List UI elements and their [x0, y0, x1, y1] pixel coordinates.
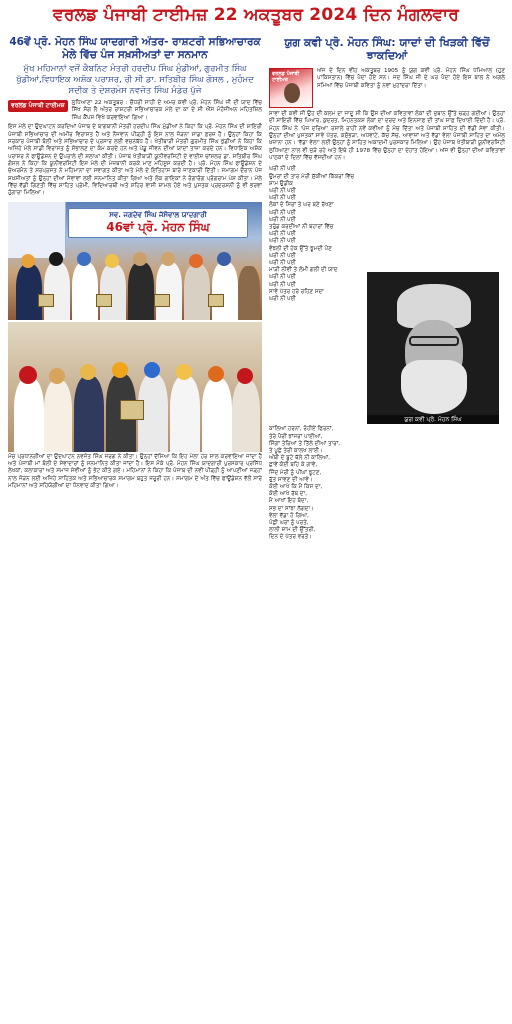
portrait-caption: ਯੁਗ ਕਵੀ ਪ੍ਰੋ. ਮੋਹਨ ਸਿੰਘ: [367, 415, 499, 424]
event-photo-award: [8, 322, 262, 452]
poem-text: ਘਰੀ ਨੀ ਪਈ ਉਮਰਾਂ ਦੀ ਤਾਰ ਮੇਰੀ ਸੁੱਕੀਆਂ ਕਿੱਕਰਾਂ ਵਿੱਚ ਸ਼ਾਮ ਉਡੀਕ ਘਰੀ ਨੀ ਪਈ ਘਰੀ ਨੀ ਪਈ ਲੋਕਾਂ ਦੇ ਸਿਰਾਂ ਤੇ ਘਰ ਬਣੇ ਰੱਖਣਾ ਘਰੀ ਨੀ ਪਈ ਘਰੀ ਨੀ ਪਈ ਤਰੁੰਡ ਕਰਦੀਆਂ ਨੀ ਬਹਾਰਾਂ ਵਿੱਚ ਘਰੀ ਨੀ ਪਈ ਘਰੀ ਨੀ ਪਈ ਵੰਝਲੀ ਦੀ ਹੇਕ ਉੱਤੇ ਝੂਮਦੀ ਪੌਣ ਘਰੀ ਨੀ ਪਈ ਘਰੀ ਨੀ ਪਈ ਮਾੜੀ ਨੀਵੀਂ ਤੇ ਲੰਮੀ ਗਲੀ ਦੀ ਯਾਦ ਘਰੀ ਨੀ ਪਈ ਘਰੀ ਨੀ ਪਈ ਸਾਵੇ ਪੱਤਰ ਹਰੇ ਰਹਿਣ ਸਦਾ ਘਰੀ ਨੀ ਪਈ: [269, 166, 355, 303]
masthead-title: ਵਰਲਡ ਪੰਜਾਬੀ ਟਾਈਮਜ਼ 22 ਅਕਤੂਬਰ 2024 ਦਿਨ ਮੰਗਲਵਾਰ: [53, 5, 459, 25]
event-photo-stage: [8, 202, 262, 320]
event-banner-top: ਸਵ. ਜਗਦੇਵ ਸਿੰਘ ਜੱਸੋਵਾਲ ਯਾਦਗਾਰੀ: [109, 211, 207, 220]
right-headline: ਯੁਗ ਕਵੀ ਪ੍ਰੋ. ਮੋਹਨ ਸਿੰਘ: ਯਾਦਾਂ ਦੀ ਖਿੜਕੀ ਵਿੱਚੋਂ ਝਾਕਦਿਆਂ: [284, 36, 490, 62]
left-lead: ਲੁਧਿਆਣਾ 22 ਅਕਤੂਬਰ : ਚੌਧਰੀ ਸਾਹੀ ਦੇ ਅਮਰ ਕਵੀ ਪ੍ਰੋ. ਮੋਹਨ ਸਿੰਘ ਜੀ ਦੀ ਯਾਦ ਵਿੱਚ ਸਿੱਖ ਸੰਗ ਲੈ ਅੰਤਰ ਰਾਸ਼ਟਰੀ ਸਭਿਆਚਾਰਕ ਮੇਲੇ ਦਾ ਕਾ ਦੇ ਸੀ ਐੱਸ ਮੋਹੰਜੀਅਨ ਮਹਿਤਸ਼ਿਲ ਸਿੰਘ ਕੈਂਪਸ ਵਿਖੇ ਕਰਵਾਇਆ ਗਿਆ।: [71, 100, 262, 121]
publication-logo: ਵਰਲਡ ਪੰਜਾਬੀ ਟਾਈਮਜ਼: [8, 100, 68, 112]
author-thumbnail: [269, 68, 313, 108]
right-article: [269, 36, 505, 1020]
left-article: [8, 36, 262, 1020]
right-intro: [269, 68, 505, 108]
event-banner: [68, 208, 248, 238]
poem-and-portrait: [269, 166, 505, 424]
left-headline: 46ਵੇਂ ਪ੍ਰੋ. ਮੋਹਨ ਸਿੰਘ ਯਾਦਗਾਰੀ ਅੰਤਰ- ਰਾਸ਼ਟਰੀ ਸਭਿਆਚਾਰਕ ਮੇਲੇ ਵਿੱਚ ਪੰਜ ਸਖ਼ਸੀਅਤਾਂ ਦਾ ਸਨਮਾਨ: [9, 36, 261, 61]
left-body-1: ਇਸ ਮੇਲੇ ਦਾ ਉਦਘਾਟਨ ਕਰਦਿਆਂ ਪੰਜਾਬ ਦੇ ਬਾਗਬਾਨੀ ਮੰਤਰੀ ਹਰਦੀਪ ਸਿੰਘ ਮੁੰਡੀਆਂ ਨੇ ਕਿਹਾ ਕਿ ਪ੍ਰੋ. ਮੋਹਨ ਸਿੰਘ ਦੀ ਸ਼ਾਇਰੀ ਪੰਜਾਬੀ ਸਭਿਆਚਾਰ ਦੀ ਅਮੀਰ ਵਿਰਾਸਤ ਹੈ ਅਤੇ ਨੌਜਵਾਨ ਪੀੜ੍ਹੀ ਨੂੰ ਇਸ ਨਾਲ ਜੋੜਨਾ ਸਾਡਾ ਫ਼ਰਜ਼ ਹੈ। ਉਨ੍ਹਾਂ ਕਿਹਾ ਕਿ ਸਰਕਾਰ ਪੰਜਾਬੀ ਬੋਲੀ ਅਤੇ ਸਭਿਆਚਾਰ ਦੇ ਪ੍ਰਸਾਰ ਲਈ ਵਚਨਬੱਧ ਹੈ। ਖੇਤੀਬਾੜੀ ਮੰਤਰੀ ਗੁਰਮੀਤ ਸਿੰਘ ਖੁੱਡੀਆਂ ਨੇ ਕਿਹਾ ਕਿ ਅਜਿਹੇ ਮੇਲੇ ਸਾਡੀ ਵਿਰਾਸਤ ਨੂੰ ਸੰਭਾਲਣ ਦਾ ਕੰਮ ਕਰਦੇ ਹਨ ਅਤੇ ਪੇਂਡੂ ਜੀਵਨ ਦੀਆਂ ਯਾਦਾਂ ਤਾਜ਼ਾ ਕਰਦੇ ਹਨ। ਵਿਧਾਇਕ ਅਸ਼ੋਕ ਪਰਾਸ਼ਰ ਨੇ ਫਾਊਂਡੇਸ਼ਨ ਦੇ ਉਪਰਾਲੇ ਦੀ ਸ਼ਲਾਘਾ ਕੀਤੀ। ਪੰਜਾਬ ਖੇਤੀਬਾੜੀ ਯੂਨੀਵਰਸਿਟੀ ਦੇ ਵਾਈਸ ਚਾਂਸਲਰ ਡਾ. ਸਤਿਬੀਰ ਸਿੰਘ ਗੋਸਲ ਨੇ ਕਿਹਾ ਕਿ ਯੂਨੀਵਰਸਿਟੀ ਇਸ ਮੇਲੇ ਦੀ ਮੇਜ਼ਬਾਨੀ ਕਰਕੇ ਮਾਣ ਮਹਿਸੂਸ ਕਰਦੀ ਹੈ। ਪ੍ਰੋ. ਮੋਹਨ ਸਿੰਘ ਫਾਊਂਡੇਸ਼ਨ ਦੇ ਚੇਅਰਮੈਨ ਤੇ ਸਰਪ੍ਰਸਤ ਨੇ ਮਹਿਮਾਨਾਂ ਦਾ ਸਵਾਗਤ ਕੀਤਾ ਅਤੇ ਮੇਲੇ ਦੇ ਇਤਿਹਾਸ ਬਾਰੇ ਜਾਣਕਾਰੀ ਦਿੱਤੀ। ਸਮਾਗਮ ਦੌਰਾਨ ਪੰਜ ਸ਼ਖ਼ਸੀਅਤਾਂ ਨੂੰ ਉਨ੍ਹਾਂ ਦੀਆਂ ਸੇਵਾਵਾਂ ਲਈ ਸਨਮਾਨਿਤ ਕੀਤਾ ਗਿਆ ਅਤੇ ਲੋਕ ਗਾਇਕਾਂ ਨੇ ਰੰਗਾਰੰਗ ਪ੍ਰੋਗਰਾਮ ਪੇਸ਼ ਕੀਤਾ। ਮੇਲੇ ਵਿੱਚ ਵੱਡੀ ਗਿਣਤੀ ਵਿੱਚ ਸਾਹਿਤ ਪ੍ਰੇਮੀ, ਵਿਦਿਆਰਥੀ ਅਤੇ ਸ਼ਹਿਰ ਵਾਸੀ ਸ਼ਾਮਲ ਹੋਏ ਅਤੇ ਪੁਸਤਕ ਪ੍ਰਦਰਸ਼ਨੀ ਨੂੰ ਵੀ ਭਰਵਾਂ ਹੁੰਗਾਰਾ ਮਿਲਿਆ।: [8, 124, 262, 197]
masthead: [0, 0, 512, 30]
event-poster: [8, 202, 66, 258]
left-body-2: ਮੰਚ ਪ੍ਰਧਾਨਗੀਆਂ ਦਾ ਉਦਘਾਟਨ ਨਵਜੋਤ ਸਿੰਘ ਜਰਗ ਨੇ ਕੀਤਾ। ਉਨ੍ਹਾਂ ਦੱਸਿਆ ਕਿ ਇਹ ਮੇਲਾ ਹਰ ਸਾਲ ਕਰਵਾਇਆ ਜਾਂਦਾ ਹੈ ਅਤੇ ਪੰਜਾਬੀ ਮਾਂ ਬੋਲੀ ਦੇ ਸੇਵਾਦਾਰਾਂ ਨੂੰ ਸਨਮਾਨਿਤ ਕੀਤਾ ਜਾਂਦਾ ਹੈ। ਇਸ ਮੌਕੇ ਪ੍ਰੋ. ਮੋਹਨ ਸਿੰਘ ਯਾਦਗਾਰੀ ਪੁਰਸਕਾਰ ਪ੍ਰਸਿੱਧ ਲੇਖਕਾਂ, ਕਲਾਕਾਰਾਂ ਅਤੇ ਸਮਾਜ ਸੇਵੀਆਂ ਨੂੰ ਭੇਟ ਕੀਤੇ ਗਏ। ਮਹਿਮਾਨਾਂ ਨੇ ਕਿਹਾ ਕਿ ਪੰਜਾਬ ਦੀ ਨਵੀਂ ਪੀੜ੍ਹੀ ਨੂੰ ਆਪਣੀਆਂ ਜੜ੍ਹਾਂ ਨਾਲ ਜੋੜਨ ਲਈ ਅਜਿਹੇ ਸਾਹਿਤਕ ਅਤੇ ਸਭਿਆਚਾਰਕ ਸਮਾਗਮ ਬਹੁਤ ਜ਼ਰੂਰੀ ਹਨ। ਸਮਾਗਮ ਦੇ ਅੰਤ ਵਿੱਚ ਫਾਊਂਡੇਸ਼ਨ ਵੱਲੋਂ ਸਾਰੇ ਮਹਿਮਾਨਾਂ ਅਤੇ ਸਹਿਯੋਗੀਆਂ ਦਾ ਧੰਨਵਾਦ ਕੀਤਾ ਗਿਆ।: [8, 453, 262, 490]
left-byline: [8, 100, 262, 122]
thumbnail-logo: ਵਰਲਡ ਪੰਜਾਬੀ ਟਾਈਮਜ਼: [272, 71, 300, 83]
event-banner-main: 46ਵਾਂ ਪ੍ਰੋ. ਮੋਹਨ ਸਿੰਘ: [106, 220, 210, 235]
right-body: ਸਾਵਾ ਦੀ ਕਵੀ ਸੀ ਉਹ ਦੀ ਕਲਮ ਦਾ ਜਾਦੂ ਸੀ ਕਿ ਉਸ ਦੀਆਂ ਕਵਿਤਾਵਾਂ ਲੋਕਾਂ ਦੀ ਜ਼ੁਬਾਨ ਉੱਤੇ ਚੜ੍ਹ ਗਈਆਂ। ਉਨ੍ਹਾਂ ਦੀ ਸ਼ਾਇਰੀ ਵਿੱਚ ਪਿਆਰ, ਕੁਦਰਤ, ਮਿਹਨਤਕਸ਼ ਲੋਕਾਂ ਦਾ ਦਰਦ ਅਤੇ ਇਨਸਾਫ਼ ਦੀ ਤਾਂਘ ਸਾਫ਼ ਦਿਖਾਈ ਦਿੰਦੀ ਹੈ। ਪ੍ਰੋ. ਮੋਹਨ ਸਿੰਘ ਨੇ 'ਪੰਜ ਦਰਿਆ' ਰਸਾਲੇ ਰਾਹੀਂ ਨਵੇਂ ਕਵੀਆਂ ਨੂੰ ਮੰਚ ਦਿੱਤਾ ਅਤੇ ਪੰਜਾਬੀ ਸਾਹਿਤ ਦੀ ਵੱਡੀ ਸੇਵਾ ਕੀਤੀ। ਉਨ੍ਹਾਂ ਦੀਆਂ ਪੁਸਤਕਾਂ ਸਾਵੇ ਪੱਤਰ, ਕਸੁੰਭੜਾ, ਅਧਵਾਟੇ, ਕੱਚ ਸੱਚ, ਆਵਾਜ਼ਾਂ ਅਤੇ ਵੱਡਾ ਵੇਲਾ ਪੰਜਾਬੀ ਸਾਹਿਤ ਦਾ ਅਮੋਲ ਖ਼ਜ਼ਾਨਾ ਹਨ। 'ਵੱਡਾ ਵੇਲਾ' ਲਈ ਉਨ੍ਹਾਂ ਨੂੰ ਸਾਹਿਤ ਅਕਾਦਮੀ ਪੁਰਸਕਾਰ ਮਿਲਿਆ। ਉਹ ਪੰਜਾਬ ਖੇਤੀਬਾੜੀ ਯੂਨੀਵਰਸਿਟੀ ਲੁਧਿਆਣਾ ਨਾਲ ਵੀ ਜੁੜੇ ਰਹੇ ਅਤੇ ਇਥੇ ਹੀ 1978 ਵਿੱਚ ਉਨ੍ਹਾਂ ਦਾ ਦੇਹਾਂਤ ਹੋਇਆ। ਅੱਜ ਵੀ ਉਨ੍ਹਾਂ ਦੀਆਂ ਕਵਿਤਾਵਾਂ ਪਾਠਕਾਂ ਦੇ ਦਿਲਾਂ ਵਿੱਚ ਵੱਸਦੀਆਂ ਹਨ।: [269, 111, 505, 162]
poet-portrait: [367, 272, 499, 424]
right-intro-text: ਅੱਜ ਦੇ ਦਿਨ ਵੀਹ ਅਕਤੂਬਰ 1905 ਨੂੰ ਯੁਗ ਕਵੀ ਪ੍ਰੋ. ਮੋਹਨ ਸਿੰਘ ਧਮਿਆਲ (ਹੁਣ ਪਾਕਿਸਤਾਨ) ਵਿੱਚ ਪੈਦਾ ਹੋਏ ਸਨ। ਜਦ ਸਿੰਘ ਜੀ ਦੇ ਘਰ ਪੈਦਾ ਹੋਏ ਇਸ ਬਾਲ ਨੇ ਅਗਲੇ ਸਮਿਆਂ ਵਿੱਚ ਪੰਜਾਬੀ ਕਵਿਤਾ ਨੂੰ ਨਵਾਂ ਮੁਹਾਂਦਰਾ ਦਿੱਤਾ।: [317, 68, 505, 89]
left-subhead: ਮੁੱਖ ਮਹਿਮਾਨਾਂ ਵਜੋਂ ਕੈਬਨਿਟ ਮੰਤਰੀ ਹਰਦੀਪ ਸਿੰਘ ਮੁੰਡੀਆਂ, ਗੁਰਮੀਤ ਸਿੰਘ ਖੁੱਡੀਆਂ,ਵਿਧਾਇਕ ਅਸ਼ੋਕ ਪਰਾਸ਼ਰ, ਰੀ ਸੀ ਡਾ. ਸਤਿਬੀਰ ਸਿੰਘ ਗੋਸਲ , ਮੁਹੰਮਦ ਸਦੀਕ ਤੇ ਦੇਸ਼ਰਮੇਸ ਨਵਜੋਤ ਸਿੰਘ ਮੰਡੇਰ ਪੁੱਜੇ: [16, 64, 254, 96]
poem-text-2: ਕਾਲਿਆਂ ਹਰਨਾਂ, ਰੋਹੀਏਂ ਫਿਰਨਾਂ, ਤੇਰੇ ਪੈਰੀਂ ਝਾਂਜਰਾਂ ਪਾਈਆਂ, ਸਿੰਗਾਂ ਤੇਰਿਆਂ ਤੇ ਤਿੱਲੇ ਦੀਆਂ ਤਾਰਾਂ, ਤੇ ਪੂਛੇ ਤੇਰੀ ਕਾਲਖ ਲਾਈ। ਅੰਬੀ ਦੇ ਬੂਟੇ ਥੱਲੇ ਨੀ ਕਾਲਿਆਂ, ਛਾਵੇਂ ਕੋਈ ਬਹਿ ਕੇ ਗਾਵੇ, ਜਿੰਦ ਮੇਰੀ ਨੂੰ ਪੀਂਘਾਂ ਝੂਟਣ, ਰੁੱਤ ਸਾਵਣ ਦੀ ਆਵੇ। ਕੋਈ ਆਖੇ ਕਿ ਮੈਂ ਕਿਸ ਦਾ, ਕੋਈ ਆਖੇ ਰੱਬ ਦਾ, ਮੈਂ ਆਖਾਂ ਇਹ ਬੰਦਾ, ਸਭ ਦਾ ਸਾਂਝਾ ਲੱਗਦਾ। ਵੇਲਾ ਵੱਡਾ ਹੋ ਗਿਆ, ਪੰਛੀ ਘਰਾਂ ਨੂੰ ਪਰਤੇ, ਲਾਲੀ ਸ਼ਾਮ ਦੀ ਉੱਤਰੀ, ਦਿਨ ਦੇ ਪੱਤਰ ਵਰਤੇ।: [269, 426, 341, 541]
